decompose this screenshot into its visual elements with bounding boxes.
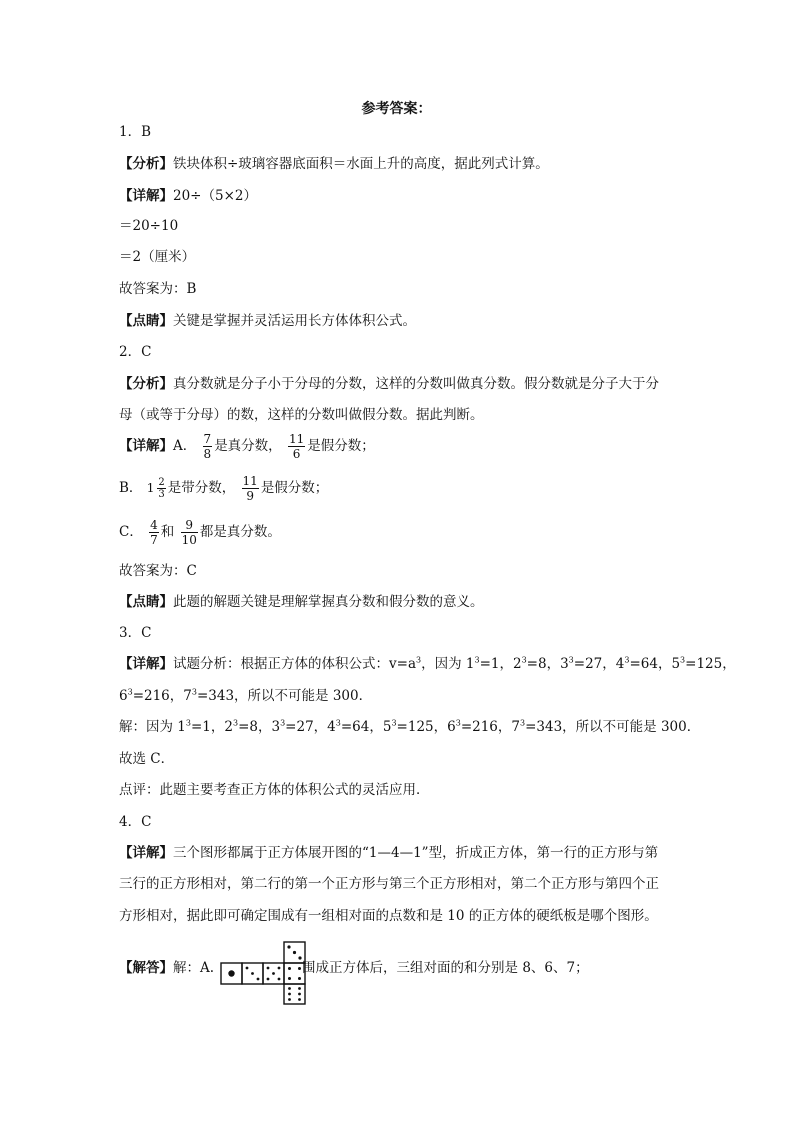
detail-tag: 【详解】: [119, 438, 173, 454]
detail-text: 是真分数，: [214, 438, 282, 454]
option-label: A．: [173, 438, 197, 454]
q1-step: ＝20÷10: [119, 218, 179, 234]
fraction: $\frac{7}{8}$: [203, 432, 212, 461]
q2-analysis: [119, 374, 659, 394]
q3-head: 3．C: [119, 625, 152, 641]
q2-head: 2．C: [119, 344, 152, 360]
solve-prefix: 解：A.: [173, 960, 215, 976]
q1-detail: [119, 186, 257, 206]
detail-text: 是带分数，: [167, 480, 236, 496]
q4-detail-cont: 方形相对，据此即可确定围成有一组相对面的点数和是 10 的正方体的硬纸板是哪个图形。: [119, 908, 658, 924]
q3-solution: 解：因为 $1^3=1$，$2^3=8$，$3^3=27$，$4^3=64$，$5^3=125$，$6^3=216$，$7^3=343$，所以不可能是 300．: [119, 718, 701, 735]
q1-answer: 故答案为：B: [119, 281, 197, 297]
comment-tag: 【点睛】: [119, 594, 173, 610]
detail-text: 是假分数；: [307, 438, 375, 454]
q1-step: ＝2（厘米）: [119, 249, 196, 265]
fraction: $\frac{11}{9}$: [242, 474, 258, 503]
q3-review: 点评：此题主要考查正方体的体积公式的灵活应用．: [119, 782, 430, 798]
detail-tag: 【详解】: [119, 845, 173, 861]
q1-head: 1．B: [119, 124, 152, 140]
page-title: 参考答案：: [361, 101, 432, 117]
q3-detail-cont: $6^3=216$，$7^3=343$，所以不可能是 300．: [119, 687, 373, 704]
fraction: $\frac{11}{6}$: [288, 432, 305, 461]
option-label: C．: [119, 524, 143, 540]
q4-detail: [119, 843, 658, 863]
q3-detail: 【详解】试题分析：根据正方体的体积公式：$v=a^3$，因为 $1^3=1$，$2^3=8$，$3^3=27$，$4^3=64$，$5^3=125$，: [119, 655, 736, 672]
q2-answer: 故答案为：C: [119, 563, 197, 579]
comment-text: 此题的解题关键是理解掌握真分数和假分数的意义。: [173, 594, 484, 610]
detail-text: 三个图形都属于正方体展开图的“1—4—1”型，折成正方体，第一行的正方形与第: [173, 845, 659, 861]
net-square-bottom: [284, 984, 305, 1004]
q1-analysis: [119, 154, 549, 174]
q2-analysis-cont: 母（或等于分母）的数，这样的分数叫做假分数。据此判断。: [119, 407, 484, 423]
net-square-4: [284, 963, 305, 984]
q1-comment: [119, 311, 416, 331]
analysis-tag: 【分析】: [119, 156, 173, 172]
q4-detail-cont: 三行的正方形相对，第二行的第一个正方形与第三个正方形相对，第二个正方形与第四个正: [119, 876, 659, 892]
mixed-number: 1 $\frac{2}{3}$: [146, 476, 165, 500]
q3-choice: 故选 C．: [119, 751, 175, 767]
q2-detail-a: [119, 432, 375, 461]
fraction: $\frac{4}{7}$: [150, 518, 158, 547]
analysis-text: 铁块体积÷玻璃容器底面积＝水面上升的高度，据此列式计算。: [173, 156, 549, 172]
comment-text: 关键是掌握并灵活运用长方体体积公式。: [173, 313, 416, 329]
analysis-text: 真分数就是分子小于分母的分数，这样的分数叫做真分数。假分数就是分子大于分: [173, 376, 659, 392]
fraction: $\frac{9}{10}$: [181, 518, 197, 547]
q2-detail-c: [119, 518, 281, 547]
detail-text: 都是真分数。: [199, 524, 281, 540]
q4-solve: [119, 958, 589, 978]
solve-tag: 【解答】: [119, 960, 173, 976]
detail-text: 和: [160, 524, 175, 540]
comment-tag: 【点睛】: [119, 313, 173, 329]
q2-detail-b: [119, 474, 328, 503]
cube-net-figure: [220, 941, 310, 1005]
q4-head: 4．C: [119, 814, 152, 830]
analysis-tag: 【分析】: [119, 376, 173, 392]
detail-tag: 【详解】: [119, 188, 173, 204]
q2-comment: [119, 592, 484, 612]
solve-text: 围成正方体后，三组对面的和分别是 8、6、7；: [302, 960, 589, 976]
detail-text: 是假分数；: [260, 480, 329, 496]
detail-tag: 【详解】: [119, 656, 173, 672]
detail-text: 20÷（5×2）: [173, 188, 257, 204]
option-label: B．: [119, 480, 143, 496]
